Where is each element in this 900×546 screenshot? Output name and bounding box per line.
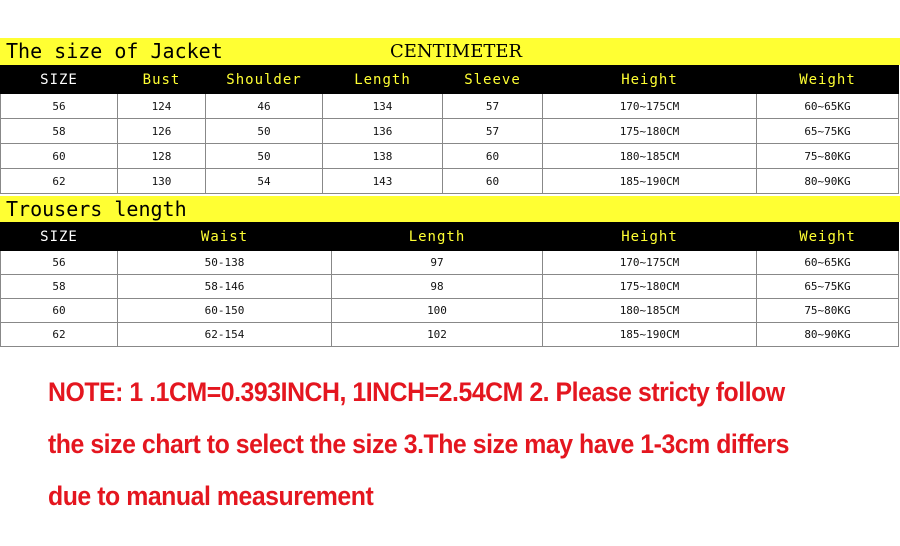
column-header: Weight: [757, 223, 899, 251]
table-cell: 60-150: [118, 299, 332, 323]
table-cell: 50: [206, 144, 323, 169]
table-cell: 98: [332, 275, 543, 299]
table-row: [1, 275, 899, 299]
table-cell: 50: [206, 119, 323, 144]
table-cell: 180~185CM: [543, 299, 757, 323]
column-header: Weight: [757, 66, 899, 94]
table-cell: 60~65KG: [757, 94, 899, 119]
table-header-row: [1, 66, 899, 94]
trousers-title: Trousers length: [6, 197, 187, 221]
table-cell: 58-146: [118, 275, 332, 299]
table-row: [1, 119, 899, 144]
table-cell: 143: [323, 169, 443, 194]
table-cell: 180~185CM: [543, 144, 757, 169]
table-cell: 62: [1, 323, 118, 347]
table-cell: 100: [332, 299, 543, 323]
column-header: Waist: [118, 223, 332, 251]
table-cell: 57: [443, 94, 543, 119]
table-cell: 65~75KG: [757, 275, 899, 299]
table-cell: 185~190CM: [543, 169, 757, 194]
column-header: Shoulder: [206, 66, 323, 94]
table-cell: 170~175CM: [543, 94, 757, 119]
table-cell: 134: [323, 94, 443, 119]
table-cell: 170~175CM: [543, 251, 757, 275]
table-cell: 124: [118, 94, 206, 119]
table-cell: 97: [332, 251, 543, 275]
table-cell: 138: [323, 144, 443, 169]
trousers-size-table: [0, 222, 899, 347]
jacket-size-table: [0, 65, 899, 194]
table-cell: 62: [1, 169, 118, 194]
table-cell: 65~75KG: [757, 119, 899, 144]
table-cell: 60: [443, 169, 543, 194]
table-cell: 57: [443, 119, 543, 144]
table-cell: 136: [323, 119, 443, 144]
table-cell: 185~190CM: [543, 323, 757, 347]
jacket-title-band: [0, 38, 900, 65]
table-cell: 56: [1, 94, 118, 119]
jacket-title: The size of Jacket: [6, 39, 223, 63]
table-cell: 46: [206, 94, 323, 119]
column-header: SIZE: [1, 66, 118, 94]
table-cell: 126: [118, 119, 206, 144]
table-cell: 130: [118, 169, 206, 194]
table-cell: 128: [118, 144, 206, 169]
unit-label: CENTIMETER: [390, 41, 523, 62]
table-row: [1, 251, 899, 275]
table-cell: 60: [1, 144, 118, 169]
column-header: SIZE: [1, 223, 118, 251]
column-header: Height: [543, 66, 757, 94]
table-row: [1, 299, 899, 323]
table-cell: 60: [443, 144, 543, 169]
trousers-title-band: [0, 196, 900, 222]
table-header-row: [1, 223, 899, 251]
table-cell: 175~180CM: [543, 119, 757, 144]
table-row: [1, 323, 899, 347]
table-cell: 50-138: [118, 251, 332, 275]
table-cell: 60~65KG: [757, 251, 899, 275]
table-cell: 62-154: [118, 323, 332, 347]
column-header: Length: [332, 223, 543, 251]
column-header: Height: [543, 223, 757, 251]
table-cell: 75~80KG: [757, 144, 899, 169]
table-cell: 102: [332, 323, 543, 347]
table-cell: 175~180CM: [543, 275, 757, 299]
table-cell: 58: [1, 275, 118, 299]
column-header: Sleeve: [443, 66, 543, 94]
size-note: NOTE: 1 .1CM=0.393INCH, 1INCH=2.54CM 2. Please stricty follow the size chart to select the size 3.The size may have 1-3cm differs due to manual measurement: [48, 377, 789, 511]
column-header: Bust: [118, 66, 206, 94]
table-row: [1, 144, 899, 169]
table-cell: 60: [1, 299, 118, 323]
table-cell: 56: [1, 251, 118, 275]
column-header: Length: [323, 66, 443, 94]
table-cell: 80~90KG: [757, 169, 899, 194]
table-cell: 58: [1, 119, 118, 144]
table-cell: 80~90KG: [757, 323, 899, 347]
table-cell: 54: [206, 169, 323, 194]
table-row: [1, 169, 899, 194]
table-row: [1, 94, 899, 119]
table-cell: 75~80KG: [757, 299, 899, 323]
